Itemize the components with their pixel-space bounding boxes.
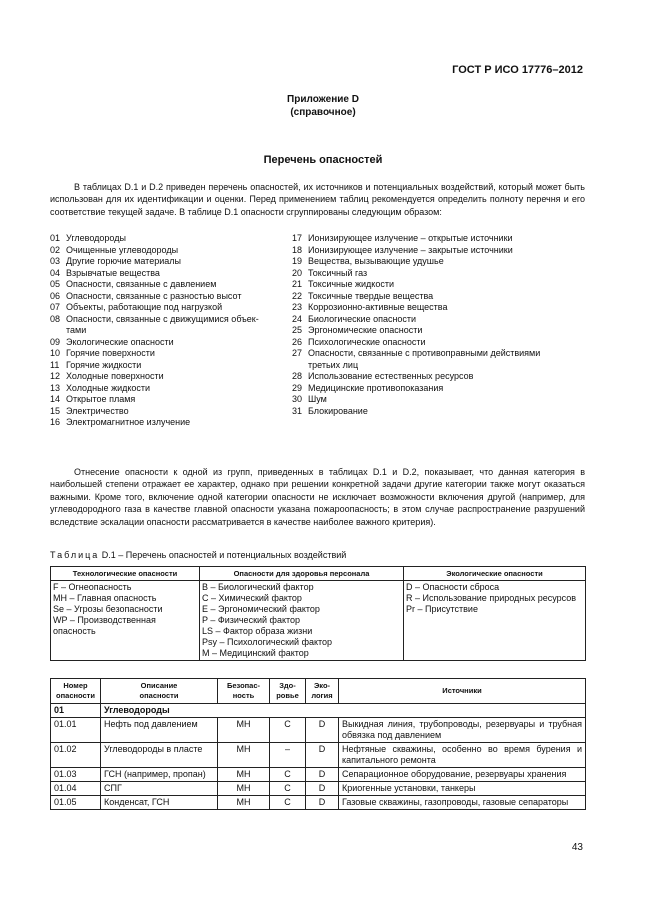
hazard-group-number: 19 (292, 256, 303, 266)
col-health: Здо- ровье (270, 679, 306, 704)
col-health: Опасности для здоровья персонала (200, 567, 404, 581)
hazard-group-number: 14 (50, 394, 61, 404)
hazard-group-item (50, 394, 287, 406)
hazard-group-label: Эргономические опасности (308, 325, 423, 335)
ecological-codes (404, 581, 586, 661)
hazard-group-label: Ионизирующее излучение – закрытые источники (308, 244, 513, 255)
cell-health: C (270, 768, 306, 782)
annex-title: Приложение D (287, 94, 359, 105)
cell-sources: Криогенные установки, танкеры (339, 782, 586, 796)
cell-sources: Сепарационное оборудование, резервуары хранения (339, 768, 586, 782)
table-caption (50, 550, 346, 560)
hazard-group-label: Блокирование (308, 405, 368, 416)
cell-eco: D (306, 768, 339, 782)
hazard-group-number: 16 (50, 417, 61, 427)
table-header-row (51, 679, 586, 704)
hazard-group-label: Опасности, связанные с давлением (66, 279, 217, 289)
hazard-group-number: 07 (50, 302, 61, 312)
hazard-group-label: Токсичный газ (308, 267, 368, 278)
hazard-group-label: Вещества, вызывающие удушье (308, 256, 444, 266)
hazard-group-number: 13 (50, 382, 61, 393)
table-row (51, 768, 586, 782)
cell-num: 01.04 (51, 782, 101, 796)
hazard-group-label: Очищенные углеводороды (66, 244, 179, 255)
page-number: 43 (571, 842, 583, 853)
col-ecology: Эко- логия (306, 679, 339, 704)
hazard-group-label: Углеводороды (66, 233, 126, 243)
cell-desc: ГСН (например, пропан) (101, 768, 218, 782)
hazard-group-number: 03 (50, 256, 61, 266)
hazard-group-label: Экологические опасности (66, 336, 174, 347)
hazard-group-label-cont: третьих лиц (308, 359, 359, 370)
cell-num: 01.01 (51, 718, 101, 743)
hazard-groups-right (292, 233, 585, 417)
hazard-group-item (292, 314, 585, 326)
cell-eco: D (306, 796, 339, 810)
code-entry: LS – Фактор образа жизни (202, 626, 313, 636)
hazard-group-item (292, 394, 585, 406)
hazard-group-label: Медицинские противопоказания (308, 382, 444, 393)
group-row (51, 704, 586, 718)
hazard-codes-table (50, 566, 586, 661)
hazard-group-item (50, 245, 287, 257)
hazard-group-label: Электромагнитное излучение (66, 417, 191, 427)
hazard-group-number: 09 (50, 336, 61, 347)
table-row (51, 581, 586, 661)
table-caption-text: D.1 – Перечень опасностей и потенциальных воздействий (99, 550, 347, 560)
hazard-group-item (292, 383, 585, 395)
hazard-group-label: Биологические опасности (308, 313, 417, 324)
code-entry: D – Опасности сброса (406, 582, 500, 592)
cell-desc: СПГ (101, 782, 218, 796)
hazard-group-number: 26 (292, 336, 303, 347)
hazard-group-item (50, 383, 287, 395)
hazard-group-number: 21 (292, 279, 303, 289)
hazard-group-label: Коррозионно-активные вещества (308, 302, 448, 312)
hazard-group-label: Объекты, работающие под нагрузкой (66, 302, 223, 312)
hazard-group-number: 20 (292, 267, 303, 278)
hazard-group-label: Токсичные твердые вещества (308, 290, 434, 301)
table-row (51, 718, 586, 743)
code-entry: опасность (53, 626, 96, 636)
code-entry: Se – Угрозы безопасности (53, 604, 163, 614)
hazard-group-label: Опасности, связанные с разностью высот (66, 290, 242, 301)
technological-codes (51, 581, 200, 661)
classification-paragraph: Отнесение опасности к одной из групп, приведенных в таблицах D.1 и D.2, показывает, что данная категория в наибольшей степени отражает ее характер, однако при решении конкретной задачи другие категории также могут оказаться важными. Кроме того, включение одной категории опасности не исключает возможности включения другой (например, для углеводородного газа в качестве главной опасности указана пожароопасность; в этом случае распространение разрушений вследствие эскалации опасности рассматривается в качестве наиболее важного критерия). (50, 467, 585, 527)
hazard-group-item (50, 371, 287, 383)
col-technological: Технологические опасности (51, 567, 200, 581)
cell-desc: Углеводороды в пласте (101, 743, 218, 768)
hazard-group-label: Горячие поверхности (66, 348, 155, 358)
table-row (51, 782, 586, 796)
cell-num: 01.03 (51, 768, 101, 782)
cell-eco: D (306, 782, 339, 796)
hazard-group-number: 25 (292, 325, 303, 335)
hazard-group-number: 01 (50, 233, 61, 243)
cell-sources: Нефтяные скважины, особенно во время бурения и капитального ремонта (339, 743, 586, 768)
hazard-group-number: 02 (50, 244, 61, 255)
hazard-group-number: 24 (292, 313, 303, 324)
col-hazard-description: Описание опасности (101, 679, 218, 704)
code-entry: Pr – Присутствие (406, 604, 478, 614)
table-row (51, 743, 586, 768)
hazard-group-label: Открытое пламя (66, 394, 136, 404)
hazard-group-item (50, 406, 287, 418)
col-hazard-number: Номер опасности (51, 679, 101, 704)
hazard-group-item (50, 291, 287, 303)
hazard-group-label: Другие горючие материалы (66, 256, 181, 266)
cell-safety: MH (218, 796, 270, 810)
hazard-group-number: 18 (292, 244, 303, 255)
cell-health: C (270, 782, 306, 796)
code-entry: M – Медицинский фактор (202, 648, 309, 658)
cell-num: 01.05 (51, 796, 101, 810)
hazard-group-label: Ионизирующее излучение – открытые источники (308, 233, 513, 243)
hazard-group-item (50, 348, 287, 360)
cell-safety: MH (218, 743, 270, 768)
hazard-group-label: Опасности, связанные с движущимися объек- (66, 313, 259, 324)
hazard-group-label: Опасности, связанные с противоправными действиями (308, 348, 541, 358)
hazard-group-label: Электричество (66, 405, 129, 416)
code-entry: R – Использование природных ресурсов (406, 593, 577, 603)
hazard-group-item (292, 233, 585, 245)
code-entry: P – Физический фактор (202, 615, 301, 625)
hazard-list-title: Перечень опасностей (263, 154, 383, 166)
hazard-group-number: 31 (292, 405, 303, 416)
code-entry: B – Биологический фактор (202, 582, 314, 592)
cell-num: 01.02 (51, 743, 101, 768)
hazard-group-number: 27 (292, 348, 303, 358)
code-entry: E – Эргономический фактор (202, 604, 320, 614)
hazard-group-number: 23 (292, 302, 303, 312)
hazard-group-item (292, 406, 585, 418)
hazard-group-number: 04 (50, 267, 61, 278)
hazard-group-item (50, 360, 287, 372)
intro-paragraph: В таблицах D.1 и D.2 приведен перечень опасностей, их источников и потенциальных воздействий, который может быть использован для их идентификации и оценки. Перед применением таблиц рекомендуется определить полноту перечня и его соответствие текущей задаче. В таблице D.1 опасности сгруппированы следующим образом: (50, 182, 585, 217)
hazard-group-label: Холодные жидкости (66, 382, 151, 393)
hazard-group-item (292, 268, 585, 280)
code-entry: MH – Главная опасность (53, 593, 157, 603)
hazard-group-label: Токсичные жидкости (308, 279, 394, 289)
hazard-group-number: 08 (50, 313, 61, 324)
hazard-group-number: 06 (50, 290, 61, 301)
group-name: Углеводороды (101, 704, 586, 718)
cell-safety: MH (218, 768, 270, 782)
standard-code: ГОСТ Р ИСО 17776–2012 (452, 64, 583, 76)
hazard-group-item (292, 371, 585, 383)
cell-health: C (270, 796, 306, 810)
hazard-group-label: Горячие жидкости (66, 359, 142, 370)
table-caption-prefix: Таблица (50, 550, 100, 560)
hazard-group-label: Психологические опасности (308, 336, 426, 347)
annex-subtitle: (справочное) (290, 107, 356, 118)
hazard-group-number: 17 (292, 233, 303, 243)
col-safety: Безопас- ность (218, 679, 270, 704)
hazard-group-item (50, 233, 287, 245)
hazard-group-item (50, 279, 287, 291)
hazard-group-number: 05 (50, 279, 61, 289)
hazard-group-item (50, 337, 287, 349)
hazard-group-item (50, 256, 287, 268)
hazard-group-item (50, 314, 287, 326)
hazard-groups-left (50, 233, 287, 429)
hazard-group-item (50, 302, 287, 314)
hazard-group-number: 29 (292, 382, 303, 393)
hazard-group-item (50, 417, 287, 429)
cell-desc: Нефть под давлением (101, 718, 218, 743)
hazard-group-item (50, 268, 287, 280)
hazard-group-item (292, 302, 585, 314)
hazard-sources-table (50, 678, 586, 810)
hazard-group-label: Холодные поверхности (66, 371, 164, 381)
cell-health: – (270, 743, 306, 768)
col-ecological: Экологические опасности (404, 567, 586, 581)
hazard-group-number: 28 (292, 371, 303, 381)
code-entry: WP – Производственная (53, 615, 156, 625)
hazard-group-item (292, 291, 585, 303)
health-codes (200, 581, 404, 661)
col-sources: Источники (339, 679, 586, 704)
hazard-group-item (292, 256, 585, 268)
table-row (51, 796, 586, 810)
annex-heading (0, 93, 646, 119)
cell-safety: MH (218, 718, 270, 743)
cell-eco: D (306, 718, 339, 743)
cell-sources: Газовые скважины, газопроводы, газовые сепараторы (339, 796, 586, 810)
hazard-group-item (292, 348, 585, 360)
hazard-group-item (292, 337, 585, 349)
group-number: 01 (51, 704, 101, 718)
hazard-group-number: 30 (292, 394, 303, 404)
cell-health: C (270, 718, 306, 743)
code-entry: C – Химический фактор (202, 593, 302, 603)
cell-desc: Конденсат, ГСН (101, 796, 218, 810)
cell-eco: D (306, 743, 339, 768)
hazard-group-item (292, 245, 585, 257)
hazard-group-number: 11 (50, 359, 60, 370)
hazard-group-number: 12 (50, 371, 61, 381)
hazard-group-item (292, 279, 585, 291)
cell-safety: MH (218, 782, 270, 796)
code-entry: F – Огнеопасность (53, 582, 132, 592)
code-entry: Psy – Психологический фактор (202, 637, 333, 647)
table-header-row (51, 567, 586, 581)
hazard-group-label-cont: тами (66, 325, 87, 335)
cell-sources: Выкидная линия, трубопроводы, резервуары и трубная обвязка под давлением (339, 718, 586, 743)
hazard-group-label: Взрывчатые вещества (66, 267, 160, 278)
hazard-group-label: Шум (308, 394, 327, 404)
hazard-group-number: 22 (292, 290, 303, 301)
hazard-group-number: 10 (50, 348, 61, 358)
hazard-group-item (292, 325, 585, 337)
hazard-group-label: Использование естественных ресурсов (308, 371, 474, 381)
hazard-group-number: 15 (50, 405, 61, 416)
